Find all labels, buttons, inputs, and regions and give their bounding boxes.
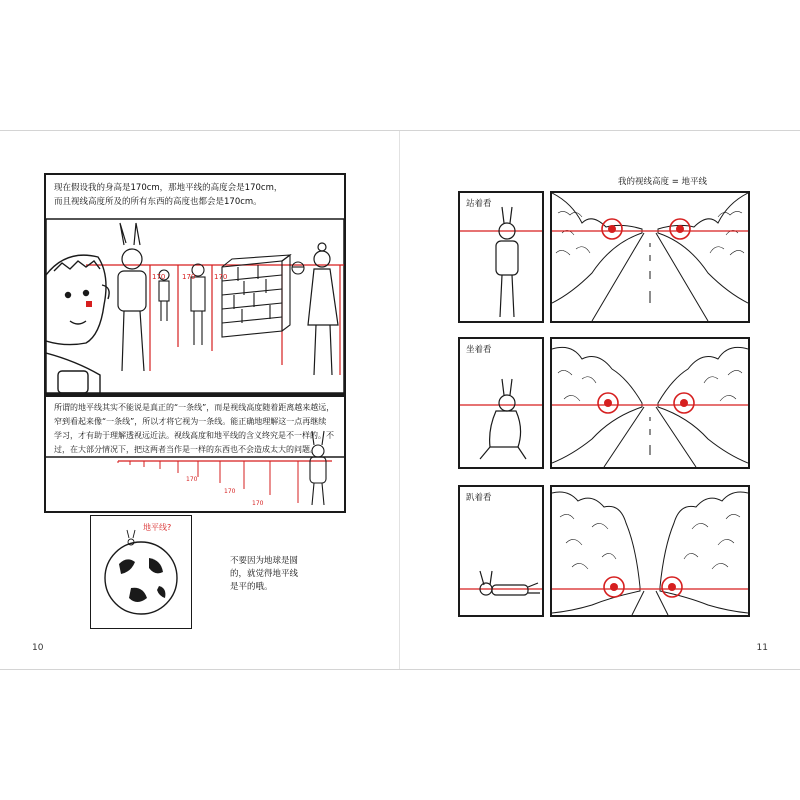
caption-line: 窄到看起来像“一条线”，所以才将它视为一条线。能正确地理解这一点再继续 xyxy=(54,417,327,426)
row-label-lying: 趴着看 xyxy=(466,493,492,503)
globe-caption xyxy=(230,555,298,594)
height-label-170: 170 xyxy=(214,273,228,281)
standing-road-drawing xyxy=(552,193,748,321)
panel-sitting-figure xyxy=(458,337,544,469)
panel-globe xyxy=(90,515,192,629)
height-label-170: 170 xyxy=(182,273,196,281)
panel-sitting-road-view xyxy=(550,337,750,469)
height-label-170: 170 xyxy=(152,273,166,281)
left-page xyxy=(0,131,400,669)
svg-text:170: 170 xyxy=(186,476,198,483)
globe-drawing xyxy=(91,516,191,628)
sitting-road-drawing xyxy=(552,339,748,467)
caption-line: 的，就觉得地平线 xyxy=(230,569,299,579)
svg-text:170: 170 xyxy=(224,488,236,495)
caption-line: 现在假设我的身高是170cm，那地平线的高度会是170cm， xyxy=(54,183,283,193)
panel-standing-figure xyxy=(458,191,544,323)
svg-text:170: 170 xyxy=(252,500,264,507)
panel-lying-road-view xyxy=(550,485,750,617)
panel-horizon-explained xyxy=(44,395,346,513)
row-label-standing: 站着看 xyxy=(466,199,492,209)
page-number-right: 11 xyxy=(756,643,768,653)
lying-road-drawing xyxy=(552,487,748,615)
panel-lying-figure xyxy=(458,485,544,617)
caption-line: 所谓的地平线其实不能说是真正的“一条线”，而是视线高度随着距离越来越远， xyxy=(54,403,335,412)
panel-eye-level-170 xyxy=(44,173,346,395)
panel-standing-road-view xyxy=(550,191,750,323)
panel2-drawing xyxy=(46,397,344,511)
caption-line: 学习，才有助于理解透视远近法。视线高度和地平线的含义终究是不一样的。不 xyxy=(54,431,334,440)
caption-line: 而且视线高度所及的所有东西的高度也都会是170cm。 xyxy=(54,197,262,207)
standing-figure-drawing xyxy=(460,193,542,321)
caption-line: 过，在大部分情况下，把这两者当作是一样的东西也不会造成太大的问题。 xyxy=(54,445,318,454)
caption-line: 是平的哦。 xyxy=(230,582,273,592)
panel1-drawing xyxy=(46,175,344,393)
right-header: 我的视线高度 = 地平线 xyxy=(618,177,708,187)
row-label-sitting: 坐着看 xyxy=(466,345,492,355)
caption-line: 不要因为地球是圆 xyxy=(230,556,299,566)
lying-figure-drawing xyxy=(460,487,542,615)
sitting-figure-drawing xyxy=(460,339,542,467)
right-page xyxy=(400,131,800,669)
page-number-left: 10 xyxy=(32,643,44,653)
book-spread xyxy=(0,130,800,670)
globe-horizon-label: 地平线? xyxy=(143,523,172,532)
